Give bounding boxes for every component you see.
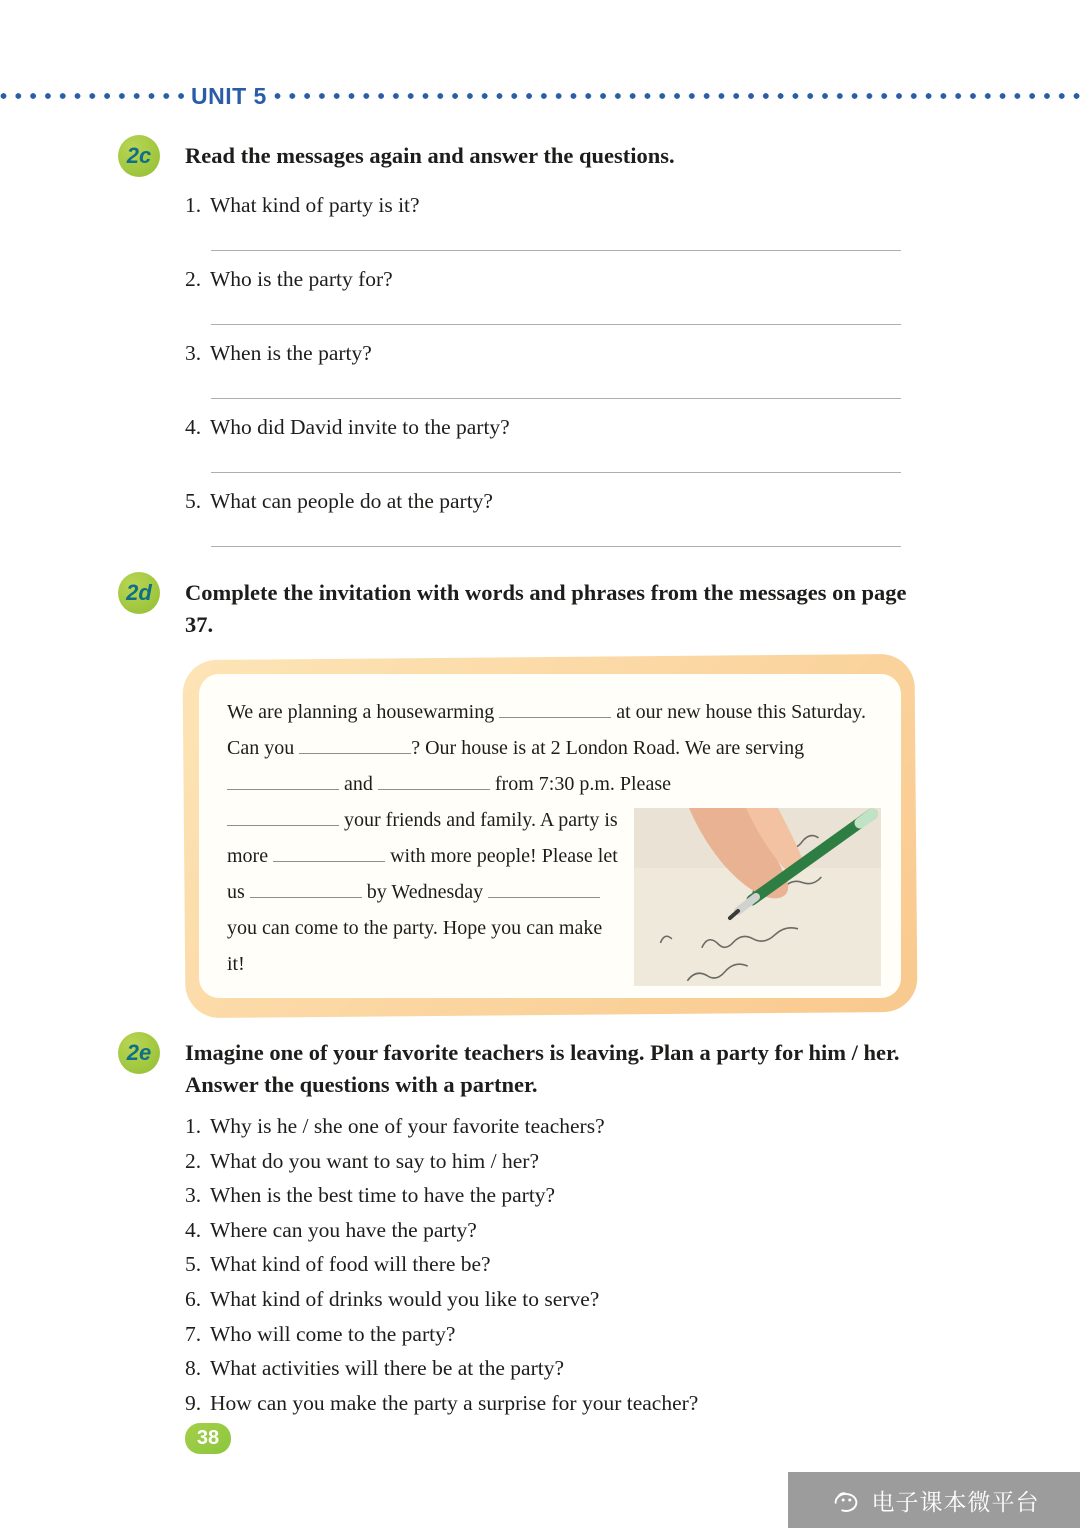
fill-in-blank (499, 698, 611, 718)
question-item (185, 1144, 960, 1179)
answer-line (211, 398, 901, 399)
page-number-badge: 38 (185, 1423, 231, 1454)
activity-badge-2e: 2e (118, 1032, 160, 1074)
question-list-2e (185, 1109, 960, 1420)
section-2d-header (118, 577, 960, 641)
question-text: Why is he / she one of your favorite teachers? (210, 1114, 605, 1138)
answer-line (211, 472, 901, 473)
question-item (185, 339, 960, 399)
question-number: 8. (185, 1356, 202, 1381)
watermark-logo-icon (829, 1483, 863, 1517)
question-number: 4. (185, 415, 202, 439)
question-number: 1. (185, 193, 202, 217)
section-2d (118, 577, 960, 1015)
fill-in-blank (488, 878, 600, 898)
question-text: Who will come to the party? (210, 1321, 456, 1346)
section-2d-title: Complete the invitation with words and phrases from the messages on page 37. (185, 580, 907, 637)
question-text: What kind of food will there be? (210, 1252, 491, 1277)
activity-badge-2c: 2c (118, 135, 160, 177)
answer-line (211, 250, 901, 251)
invitation-paragraph-1 (227, 694, 881, 802)
question-number: 5. (185, 489, 202, 513)
invitation-text: you can come to the party. Hope you can make it! (227, 917, 603, 975)
question-text-row (185, 339, 960, 368)
fill-in-blank (227, 770, 339, 790)
question-number: 2. (185, 1148, 202, 1173)
answer-line (211, 324, 901, 325)
question-item (185, 1213, 960, 1248)
fill-in-blank (378, 770, 490, 790)
question-text: Who is the party for? (210, 267, 393, 291)
fill-in-blank (299, 734, 411, 754)
question-item (185, 1317, 960, 1352)
question-number: 2. (185, 267, 202, 291)
fill-in-blank (250, 878, 362, 898)
invitation-text: We are planning a housewarming (227, 701, 500, 723)
section-2c-title: Read the messages again and answer the questions. (185, 143, 675, 168)
question-text: What do you want to say to him / her? (210, 1148, 539, 1173)
question-text: What kind of party is it? (210, 193, 420, 217)
question-text: What activities will there be at the party? (210, 1356, 565, 1381)
pen-writing-illustration (634, 808, 881, 986)
invitation-frame (182, 654, 917, 1018)
question-number: 7. (185, 1321, 202, 1346)
question-number: 3. (185, 1183, 202, 1208)
question-number: 6. (185, 1286, 202, 1311)
invitation-card (199, 674, 901, 998)
question-item (185, 1351, 960, 1386)
answer-line (211, 546, 901, 547)
question-item (185, 1247, 960, 1282)
question-text: How can you make the party a surprise for your teacher? (210, 1390, 699, 1415)
question-item (185, 1282, 960, 1317)
section-2e (118, 1037, 960, 1420)
question-text-row (185, 191, 960, 220)
question-number: 9. (185, 1390, 202, 1415)
dotted-divider-right (274, 92, 1080, 100)
handwriting-photo (634, 808, 881, 986)
unit-header (0, 82, 1080, 109)
watermark-text: 电子课本微平台 (871, 1488, 1040, 1515)
question-item (185, 1178, 960, 1213)
question-number: 5. (185, 1252, 202, 1277)
question-text: When is the best time to have the party? (210, 1183, 556, 1208)
invitation-text: and (339, 773, 378, 795)
invitation-text: at our new house this Saturday. Can you (227, 701, 866, 759)
invitation-text: with more people! Please let us (227, 845, 618, 903)
invitation-text: from 7:30 p.m. Please (489, 773, 671, 795)
question-text: What kind of drinks would you like to serve? (210, 1286, 600, 1311)
question-item (185, 191, 960, 251)
invitation-text: by Wednesday (361, 881, 489, 903)
section-2e-title: Imagine one of your favorite teachers is leaving. Plan a party for him / her. Answer the questions with a partner. (185, 1040, 900, 1097)
fill-in-blank (273, 842, 385, 862)
question-item (185, 265, 960, 325)
section-2c (118, 140, 960, 547)
watermark-bar (788, 1472, 1080, 1528)
dotted-divider-left (0, 92, 186, 100)
question-text: Who did David invite to the party? (210, 415, 510, 439)
section-2e-header (118, 1037, 960, 1101)
question-text-row (185, 413, 960, 442)
question-number: 1. (185, 1114, 202, 1138)
question-list-2c (185, 191, 960, 547)
question-text-row (185, 265, 960, 294)
question-item (185, 413, 960, 473)
invitation-text: your friends and family. A party is more (227, 809, 618, 867)
fill-in-blank (227, 806, 339, 826)
invitation-text: ? Our house is at 2 London Road. We are serving (411, 737, 805, 759)
question-number: 3. (185, 341, 202, 365)
question-text-row (185, 487, 960, 516)
question-text: Where can you have the party? (210, 1217, 477, 1242)
activity-badge-2d: 2d (118, 572, 160, 614)
question-number: 4. (185, 1217, 202, 1242)
section-2c-header (118, 140, 960, 177)
unit-title: UNIT 5 (191, 82, 267, 109)
question-item (185, 487, 960, 547)
question-text: What can people do at the party? (210, 489, 493, 513)
question-text: When is the party? (210, 341, 372, 365)
invitation-paragraph-2 (227, 802, 881, 982)
question-item (185, 1109, 960, 1144)
question-item (185, 1386, 960, 1421)
